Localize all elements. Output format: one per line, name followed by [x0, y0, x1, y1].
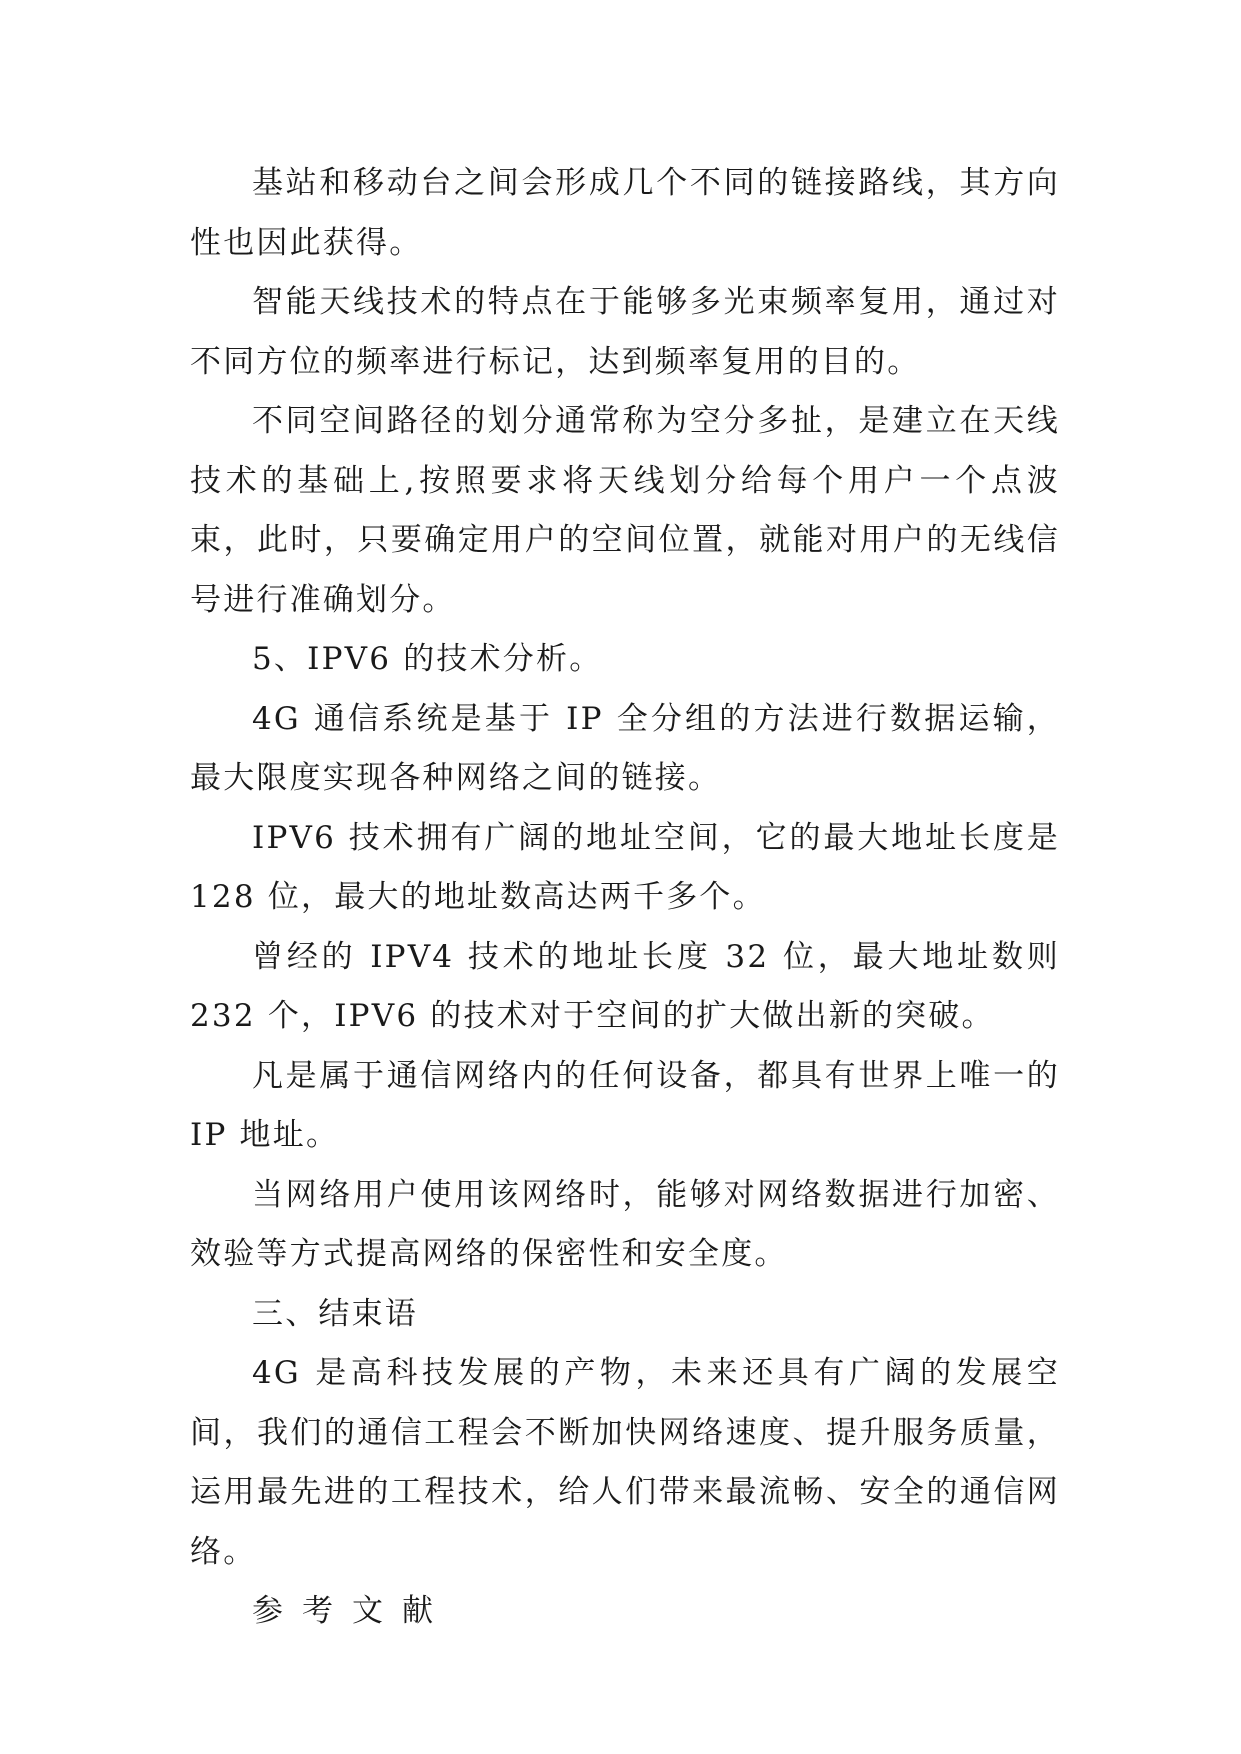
paragraph-space-division: 不同空间路径的划分通常称为空分多扯，是建立在天线技术的基础上,按照要求将天线划分给每个用户一个点波束，此时，只要确定用户的空间位置，就能对用户的无线信号进行准确划分。 [190, 403, 1060, 618]
document-page [190, 154, 1060, 1642]
paragraph-ipv4: 曾经的 IPV4 技术的地址长度 32 位，最大地址数则 232 个，IPV6 的技术对于空间的扩大做出新的突破。 [190, 938, 1060, 1034]
section-heading-conclusion: 三、结束语 [252, 1295, 418, 1332]
references-heading: 参考文献 [252, 1593, 452, 1629]
paragraph-ipv6-address: IPV6 技术拥有广阔的地址空间，它的最大地址长度是128 位，最大的地址数高达两千多个。 [190, 819, 1060, 915]
paragraph-directionality: 基站和移动台之间会形成几个不同的链接路线，其方向性也因此获得。 [190, 165, 1060, 261]
section-heading-ipv6: 5、IPV6 的技术分析。 [252, 641, 603, 677]
paragraph-conclusion: 4G 是高科技发展的产物，未来还具有广阔的发展空间，我们的通信工程会不断加快网络速度、提升服务质量，运用最先进的工程技术，给人们带来最流畅、安全的通信网络。 [190, 1355, 1060, 1570]
paragraph-4g-ip: 4G 通信系统是基于 IP 全分组的方法进行数据运输，最大限度实现各种网络之间的链接。 [190, 700, 1060, 796]
paragraph-unique-ip: 凡是属于通信网络内的任何设备，都具有世界上唯一的IP 地址。 [190, 1057, 1060, 1153]
paragraph-smart-antenna: 智能天线技术的特点在于能够多光束频率复用，通过对不同方位的频率进行标记，达到频率复用的目的。 [190, 284, 1060, 380]
paragraph-security: 当网络用户使用该网络时，能够对网络数据进行加密、效验等方式提高网络的保密性和安全度。 [190, 1176, 1060, 1272]
